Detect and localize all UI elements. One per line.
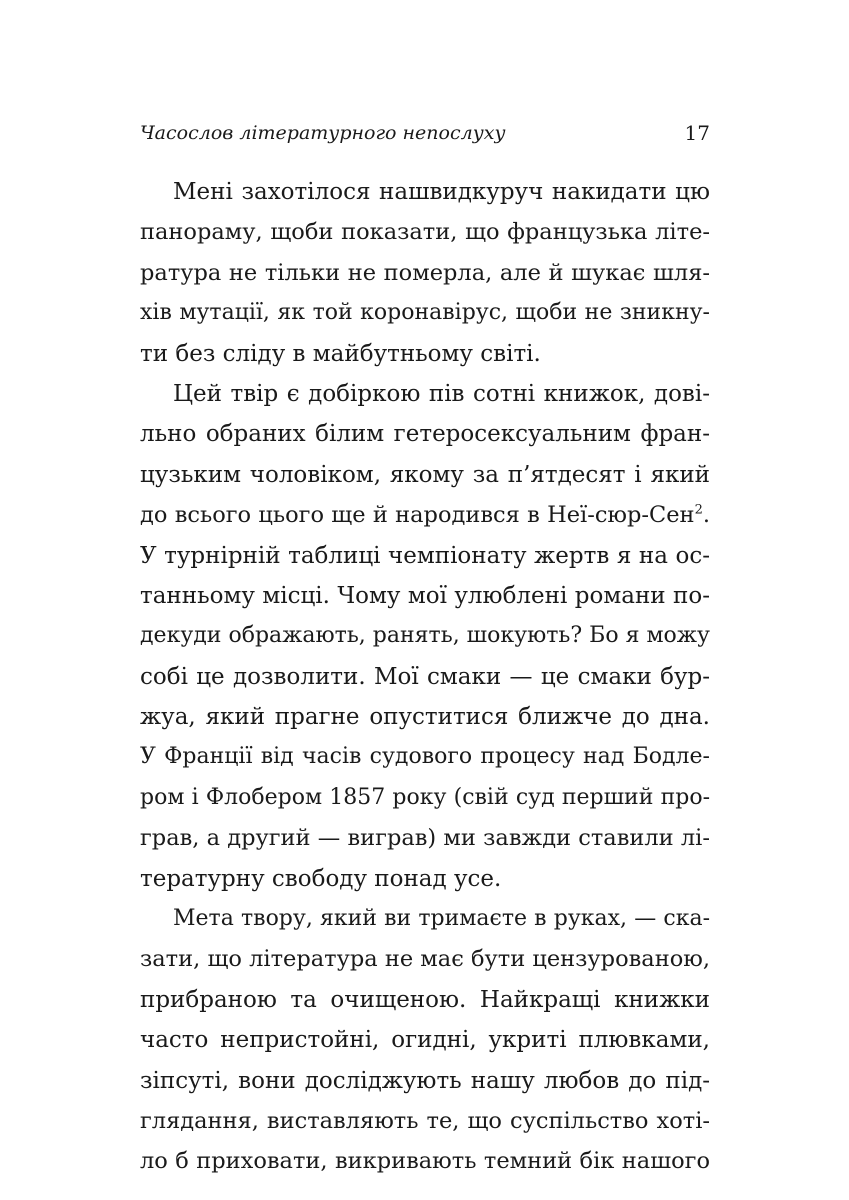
text-line: зіпсуті, вони досліджують нашу любов до під- [140,1067,710,1094]
text-line: зати, що література не має бути цензурованою, [140,946,710,973]
text-line: Мета твору, який ви тримаєте в руках, — ска- [173,906,710,932]
text-line-with-footnote [140,495,710,535]
footnote-marker[interactable]: 2 [694,502,703,518]
running-title: Часослов літературного непослуху [140,122,506,144]
footnote-suffix: . [702,502,710,529]
running-head [140,118,710,148]
text-line: У Франції від часів судового процесу над Бодле- [140,744,710,770]
text-line: ратура не тільки не померла, але й шукає шля- [140,259,710,286]
text-line: жуа, який прагне опуститися ближче до дна. [140,704,710,731]
text-line: Цей твір є добіркою пів сотні книжок, дові- [173,380,710,407]
text-line: У турнірній таблиці чемпіонату жертв я на ос- [140,542,710,569]
text-line: глядання, виставляють те, що суспільство хоті- [140,1107,710,1134]
text-line: тературну свободу понад усе. [140,865,502,892]
text-line: цузьким чоловіком, якому за п’ятдесят і який [140,461,710,488]
text-line: часто непристойні, огидні, укриті плювками, [140,1027,710,1054]
text-line: прибраною та очищеною. Найкращі книжки [140,986,710,1013]
text-line: Мені захотілося нашвидкуруч накидати цю [173,179,710,205]
text-line: льно обраних білим гетеросексуальним фран- [140,421,710,448]
text-line: танньому місці. Чому мої улюблені романи по- [140,582,710,609]
text-line: хів мутації, як той коронавірус, щоби не зникну- [140,300,710,326]
text-line-content: до всього цього ще й народився в Неї-сюр-Сен [140,502,695,529]
page-number: 17 [684,121,710,145]
text-line: декуди ображають, ранять, шокують? Бо я можу [140,623,710,649]
text-line: ром і Флобером 1857 року (свій суд перший про- [140,784,710,810]
text-line: грав, а другий — виграв) ми завжди ставили лі- [140,825,710,852]
text-line: собі це дозволити. Мої смаки — це смаки бур- [140,663,710,690]
text-line: панораму, щоби показати, що французька літе- [140,219,710,246]
text-line: ло б приховати, викривають темний бік нашого [140,1148,710,1175]
text-line: ти без сліду в майбутньому світі. [140,340,541,367]
body-text [140,172,710,1182]
